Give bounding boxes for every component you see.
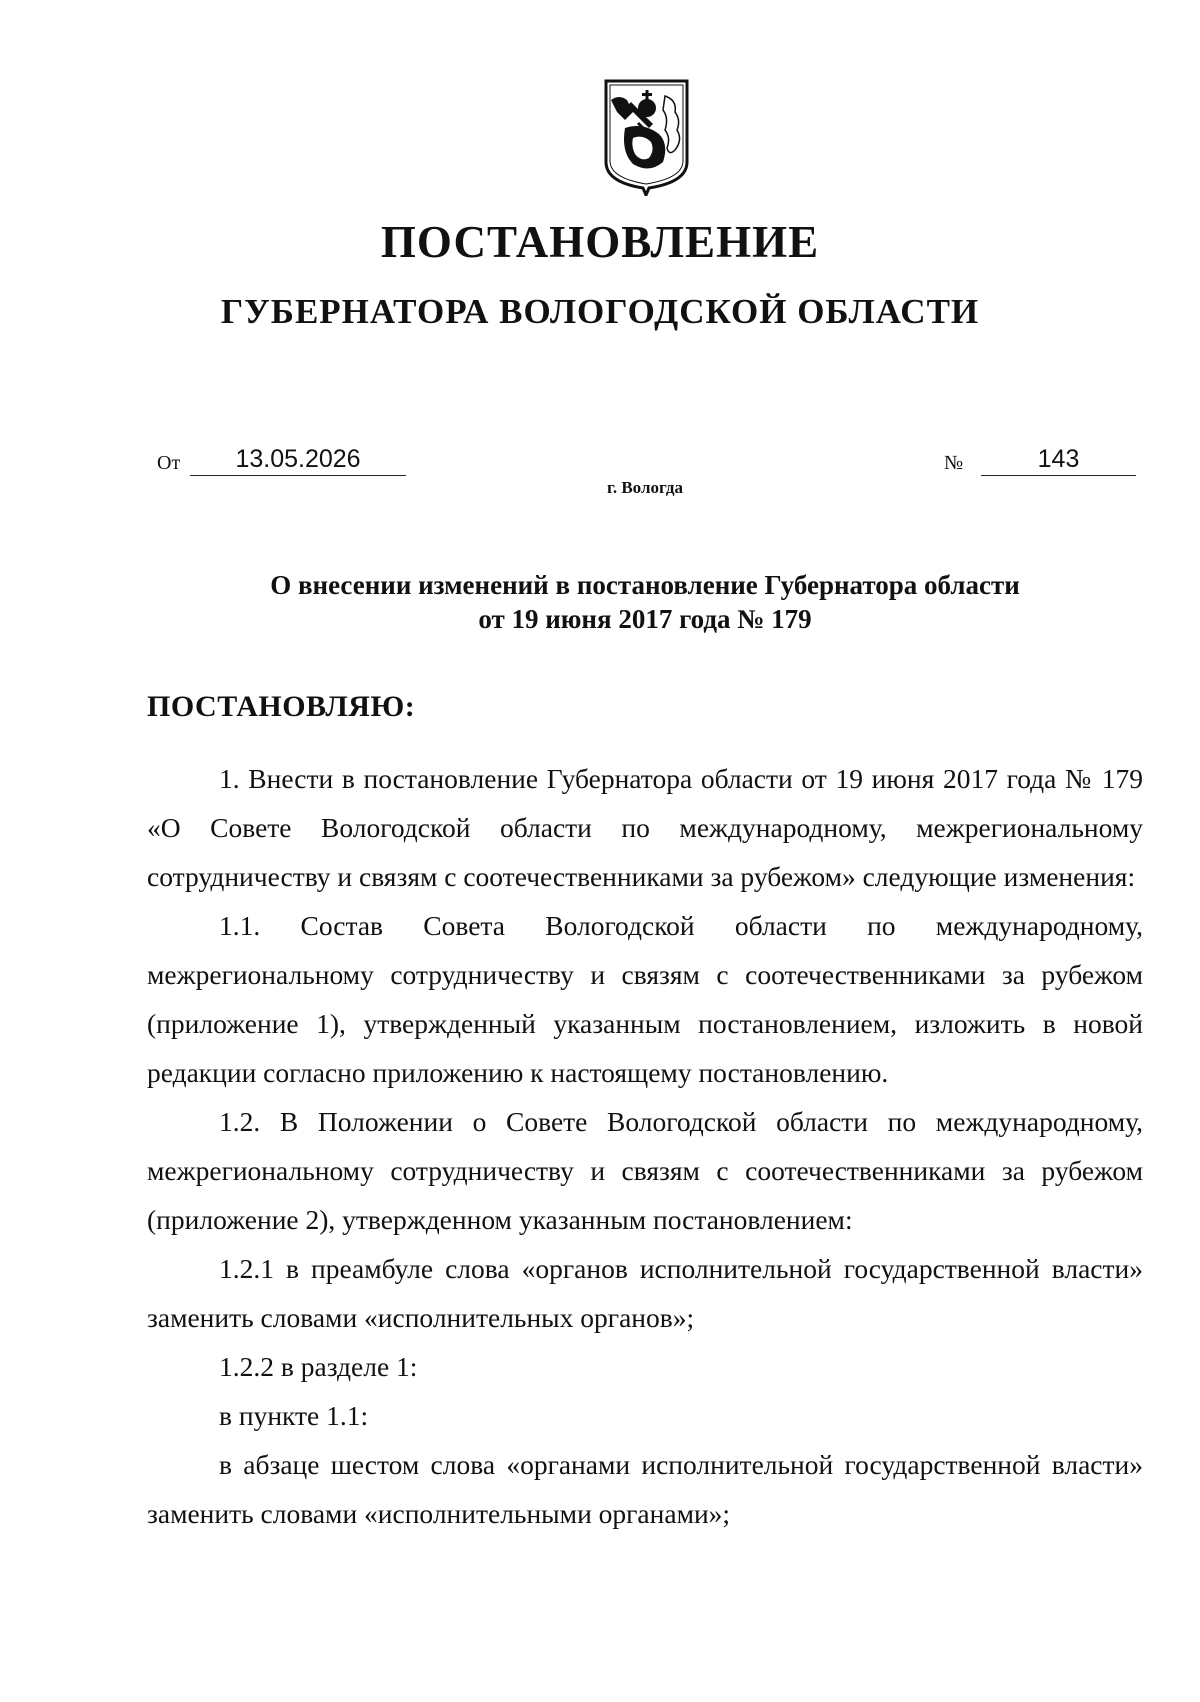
- document-body: [147, 754, 1143, 1538]
- body-paragraph: 1.2.1 в преамбуле слова «органов исполнительной государственной власти» заменить словами «исполнительных органов»;: [147, 1253, 1143, 1333]
- issue-city: г. Вологда: [607, 478, 683, 497]
- body-paragraph: 1.2.2 в разделе 1:: [219, 1351, 418, 1382]
- body-paragraph: 1.2. В Положении о Совете Вологодской области по международному, межрегиональному сотрудничеству и связям с соотечественниками за рубежом (приложение 2), утвержденном указанным постановлением:: [147, 1106, 1143, 1235]
- document-date: 13.05.2026: [190, 445, 406, 476]
- coat-of-arms-icon: [603, 78, 690, 196]
- subject-line: от 19 июня 2017 года № 179: [478, 604, 812, 634]
- number-label: №: [944, 452, 964, 474]
- subject-line: О внесении изменений в постановление Губернатора области: [270, 570, 1020, 600]
- document-type-title: ПОСТАНОВЛЕНИЕ: [380, 217, 820, 267]
- document-number: 143: [981, 445, 1136, 476]
- resolve-heading: ПОСТАНОВЛЯЮ:: [147, 690, 416, 723]
- document-subject: [0, 568, 1200, 636]
- date-label: От: [157, 452, 181, 474]
- issuer-title: ГУБЕРНАТОРА ВОЛОГОДСКОЙ ОБЛАСТИ: [220, 292, 980, 331]
- body-paragraph: в пункте 1.1:: [219, 1400, 369, 1431]
- body-paragraph: 1.1. Состав Совета Вологодской области по международному, межрегиональному сотрудничеству и связям с соотечественниками за рубежом (приложение 1), утвержденный указанным постановлением, изложить в новой редакции согласно приложению к настоящему постановлению.: [147, 910, 1143, 1088]
- body-paragraph: 1. Внести в постановление Губернатора области от 19 июня 2017 года № 179 «О Совете Вологодской области по международному, межрегиональному сотрудничеству и связям с соотечественниками за рубежом» следующие изменения:: [147, 763, 1143, 892]
- body-paragraph: в абзаце шестом слова «органами исполнительной государственной власти» заменить словами «исполнительными органами»;: [147, 1449, 1143, 1529]
